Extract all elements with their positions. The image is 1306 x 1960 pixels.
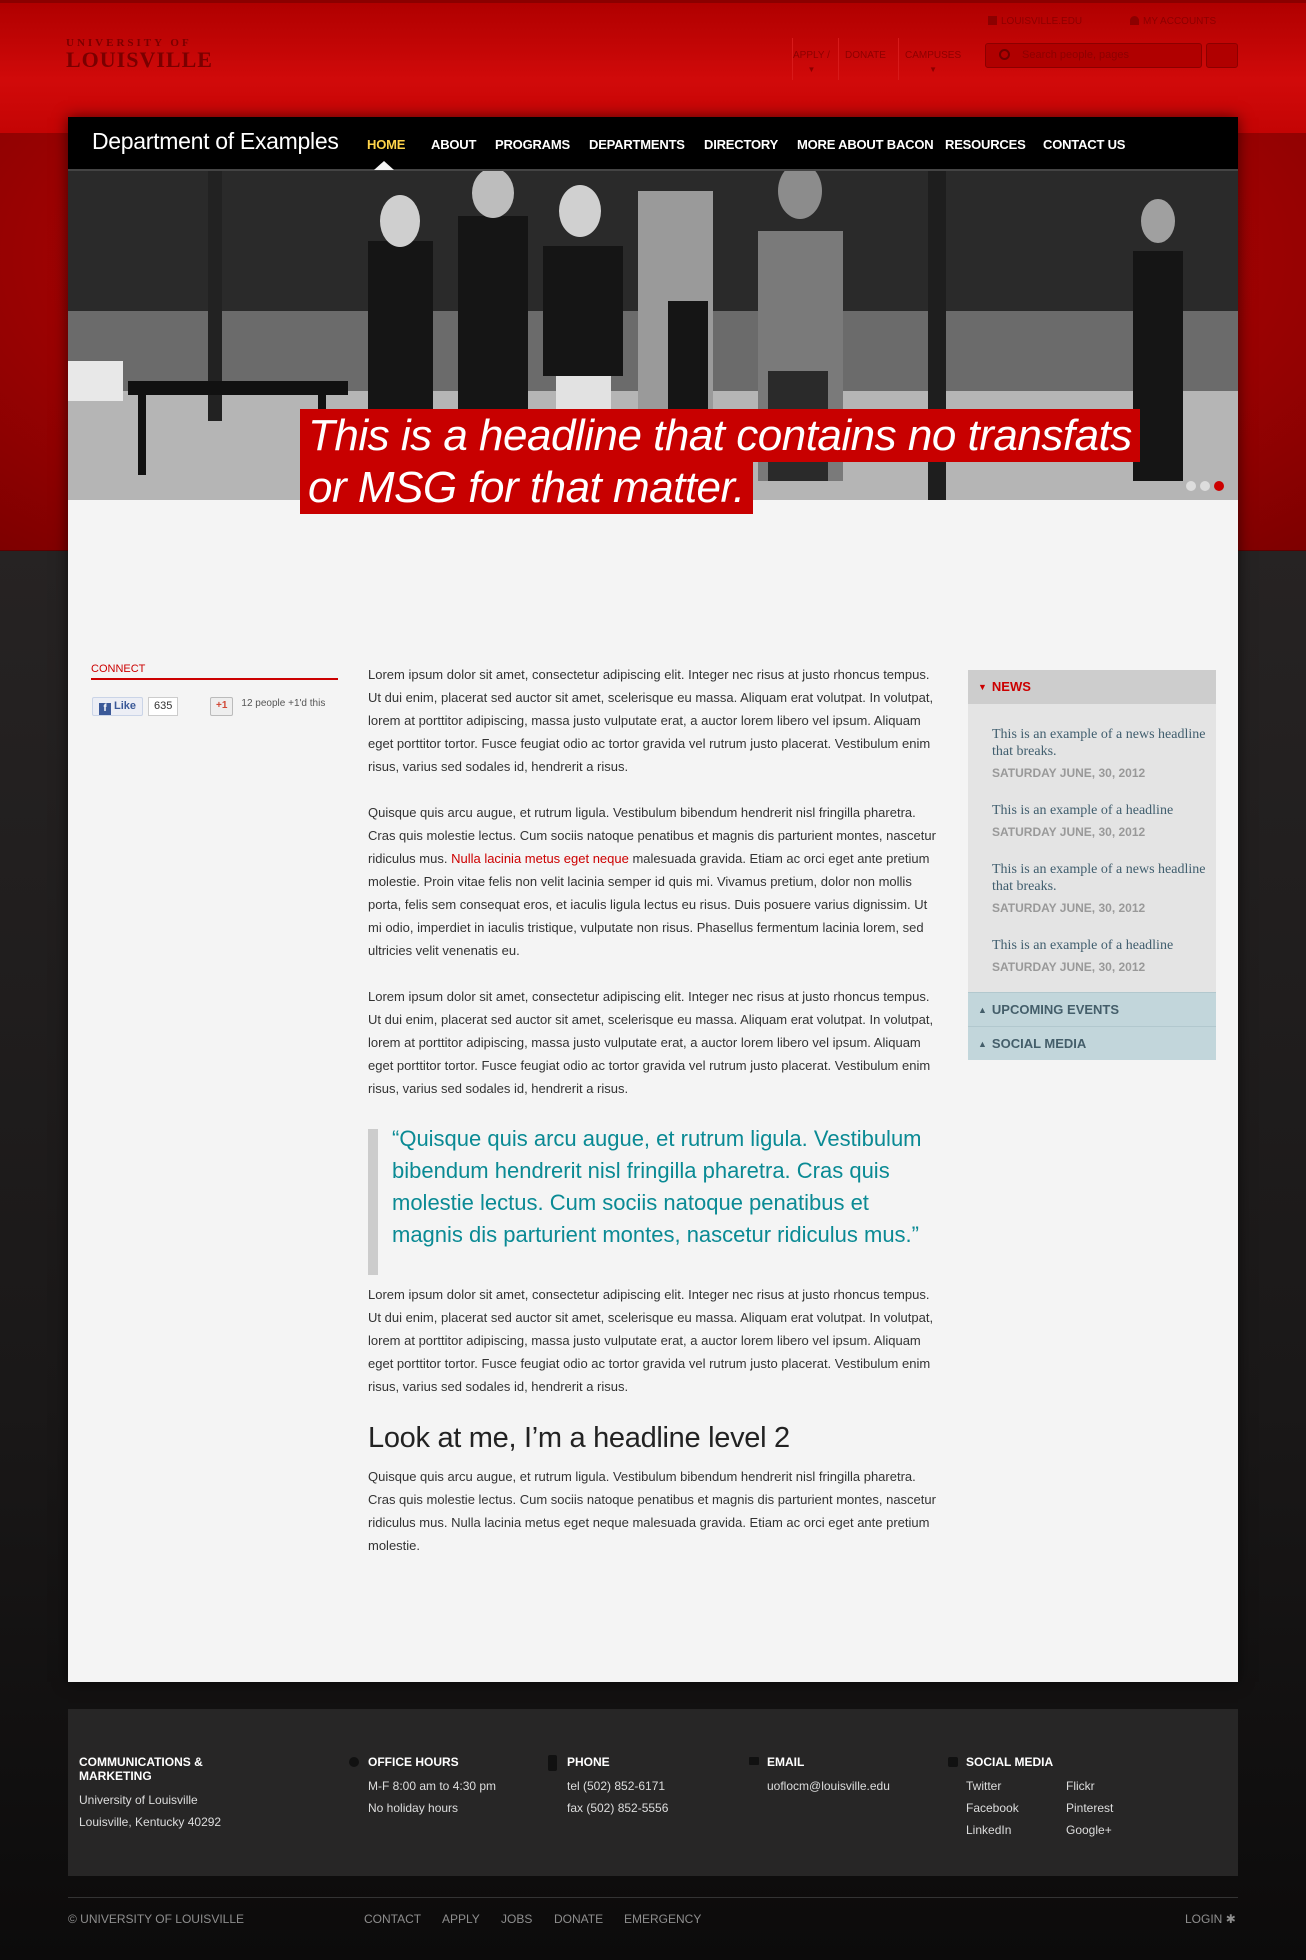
- footer-org-line: Louisville, Kentucky 40292: [79, 1815, 222, 1829]
- google-plus-label: +1: [216, 700, 228, 711]
- chevron-down-icon: ▼: [978, 682, 987, 692]
- donate-label: DONATE: [845, 50, 886, 61]
- headline-text: This is a headline that contains no transfats or MSG for that matter.: [300, 409, 1140, 514]
- footer-social-linkedin[interactable]: LinkedIn: [966, 1823, 1012, 1837]
- my-accounts-link[interactable]: [1130, 16, 1216, 27]
- news-date: SATURDAY JUNE, 30, 2012: [992, 825, 1146, 839]
- news-item[interactable]: [992, 937, 1206, 974]
- university-logo[interactable]: [66, 38, 213, 71]
- louisville-edu-label: LOUISVILLE.EDU: [1001, 16, 1083, 27]
- footer-hours-column: [368, 1755, 496, 1819]
- pull-quote: “Quisque quis arcu augue, et rutrum ligula. Vestibulum bibendum hendrerit nisl fringilla pharetra. Cras quis molestie lectus. Cum sociis natoque penatibus et magnis dis parturient montes, nascetur ridiculus mus.”: [368, 1123, 938, 1251]
- quicklink-divider: [898, 38, 899, 80]
- footer-org-title: COMMUNICATIONS & MARKETING: [79, 1755, 203, 1783]
- bottom-link-jobs[interactable]: JOBS: [501, 1912, 533, 1926]
- article-body: [368, 663, 938, 1580]
- news-date: SATURDAY JUNE, 30, 2012: [992, 901, 1146, 915]
- footer-social-pinterest[interactable]: Pinterest: [1066, 1801, 1114, 1815]
- footer-email-column: [767, 1755, 890, 1797]
- phone-icon: [548, 1755, 557, 1771]
- article-paragraph: [368, 801, 938, 962]
- apply-quicklink[interactable]: APPLY / ▼: [793, 50, 830, 74]
- gear-icon: ✱: [1225, 1912, 1236, 1926]
- logo-line1: UNIVERSITY OF: [66, 37, 192, 49]
- louisville-edu-link[interactable]: [988, 16, 1082, 27]
- apply-label: APPLY: [793, 50, 825, 61]
- clock-icon: [349, 1757, 359, 1767]
- slideshow-pager: [1182, 478, 1224, 496]
- footer-contact-panel: [68, 1709, 1238, 1876]
- chevron-down-icon: ▼: [807, 65, 816, 74]
- copyright: © UNIVERSITY OF LOUISVILLE: [68, 1912, 245, 1926]
- my-accounts-label: MY ACCOUNTS: [1143, 16, 1217, 27]
- footer-social-column: [966, 1755, 1166, 1841]
- news-date: SATURDAY JUNE, 30, 2012: [992, 960, 1146, 974]
- article-paragraph: Quisque quis arcu augue, et rutrum ligula. Vestibulum bibendum hendrerit nisl fringilla pharetra. Cras quis molestie lectus. Cum sociis natoque penatibus et magnis dis parturient montes, nascetur ridiculus mus. Nulla lacinia metus eget neque malesuada gravida. Etiam ac orci eget ante pretium molestie.: [368, 1469, 936, 1553]
- footer-email-title: EMAIL: [767, 1755, 805, 1769]
- connect-divider: [91, 678, 338, 680]
- facebook-like-button[interactable]: [92, 697, 143, 716]
- nav-departments[interactable]: DEPARTMENTS: [589, 137, 685, 152]
- news-item[interactable]: [992, 861, 1206, 915]
- search-button[interactable]: [1206, 43, 1238, 68]
- headline-level-2: Look at me, I’m a headline level 2: [368, 1422, 790, 1454]
- page-headline: [300, 410, 1150, 514]
- news-title[interactable]: This is an example of a news headline that breaks.: [992, 727, 1206, 759]
- user-icon: [1130, 16, 1139, 25]
- campuses-dropdown[interactable]: [905, 50, 961, 74]
- social-media-label: SOCIAL MEDIA: [991, 1036, 1087, 1051]
- quicklink-divider: [838, 38, 839, 80]
- footer-social-flickr[interactable]: Flickr: [1066, 1779, 1095, 1793]
- news-label: NEWS: [991, 679, 1031, 694]
- footer-org-column: [79, 1755, 259, 1833]
- google-plus-count-text: 12 people +1'd this: [241, 698, 326, 709]
- nav-contact-us[interactable]: CONTACT US: [1043, 137, 1126, 152]
- department-navbar: [68, 117, 1238, 171]
- chat-bubble-icon: [948, 1757, 958, 1767]
- news-date: SATURDAY JUNE, 30, 2012: [992, 766, 1146, 780]
- bottom-link-apply[interactable]: APPLY: [442, 1912, 480, 1926]
- login-link[interactable]: [1185, 1912, 1236, 1926]
- search-placeholder: Search people, pages: [1022, 49, 1130, 61]
- footer-social-googleplus[interactable]: Google+: [1066, 1823, 1112, 1837]
- slide-dot-1[interactable]: [1186, 481, 1196, 491]
- paragraph-text: Quisque quis arcu augue, et rutrum ligula. Vestibulum bibendum hendrerit nisl fringilla pharetra. Cras quis molestie lectus. Cum sociis natoque penatibus et magnis dis parturient montes, nascetur ridiculus mus.: [368, 805, 936, 866]
- facebook-icon: f: [99, 703, 111, 715]
- paragraph-text: malesuada gravida. Etiam ac orci eget ante pretium molestie. Proin vitae felis non velit lacinia semper id quis mi. Vivamus pretium, dolor non mollis porta, felis sem consequat eros, et iaculis ligula lectus eu risus. Duis posuere varius dignissim. Ut mi odio, imperdiet in iaculis tristique, vulputate non risus. Phasellus fermentum lacinia lorem, sed ultricies velit venenatis eu.: [368, 851, 930, 958]
- news-title[interactable]: This is an example of a headline: [992, 938, 1174, 953]
- article-paragraph: Lorem ipsum dolor sit amet, consectetur adipiscing elit. Integer nec risus at justo rhoncus tempus. Ut dui enim, placerat sed auctor sit amet, scelerisque eu massa. Aliquam erat volutpat. In volutpat, lorem at porttitor adipiscing, massa justo vulputate erat, a auctor lorem libero vel ipsum. Aliquam eget porttitor tortor. Fusce feugiat odio ac tortor gravida vel rutrum justo placerat. Vestibulum enim risus, varius sed sodales id, hendrerit a risus.: [368, 989, 934, 1096]
- upcoming-events-accordion-header[interactable]: [968, 992, 1216, 1026]
- news-accordion-header[interactable]: [968, 670, 1216, 704]
- footer-phone-fax: fax (502) 852-5556: [567, 1801, 669, 1815]
- nav-programs[interactable]: PROGRAMS: [495, 137, 570, 152]
- sidebar-accordion: [968, 670, 1216, 1060]
- nav-about[interactable]: ABOUT: [431, 137, 477, 152]
- bottom-link-contact[interactable]: CONTACT: [364, 1912, 422, 1926]
- bottom-link-donate[interactable]: DONATE: [554, 1912, 604, 1926]
- campuses-label: CAMPUSES: [905, 50, 962, 61]
- footer-social-twitter[interactable]: Twitter: [966, 1779, 1002, 1793]
- nav-resources[interactable]: RESOURCES: [945, 137, 1026, 152]
- chevron-up-icon: ▲: [978, 1039, 987, 1049]
- article-paragraph: Lorem ipsum dolor sit amet, consectetur adipiscing elit. Integer nec risus at justo rhoncus tempus. Ut dui enim, placerat sed auctor sit amet, scelerisque eu massa. Aliquam erat volutpat. In volutpat, lorem at porttitor adipiscing, massa justo vulputate erat, a auctor lorem libero vel ipsum. Aliquam eget porttitor tortor. Fusce feugiat odio ac tortor gravida vel rutrum justo placerat. Vestibulum enim risus, varius sed sodales id, hendrerit a risus.: [368, 667, 934, 774]
- logo-line2: LOUISVILLE: [66, 47, 213, 72]
- facebook-like-widget[interactable]: [92, 697, 178, 716]
- news-item[interactable]: [992, 802, 1206, 839]
- nav-more-about-bacon[interactable]: MORE ABOUT BACON: [797, 137, 934, 152]
- footer-phone-column: [567, 1755, 668, 1819]
- nav-home[interactable]: HOME: [367, 137, 406, 152]
- footer-phone-title: PHONE: [567, 1755, 610, 1769]
- nav-directory[interactable]: DIRECTORY: [704, 137, 779, 152]
- upcoming-events-label: UPCOMING EVENTS: [991, 1002, 1120, 1017]
- news-title[interactable]: This is an example of a headline: [992, 803, 1174, 818]
- slide-dot-2[interactable]: [1200, 481, 1210, 491]
- home-icon: [988, 16, 997, 25]
- email-icon: [749, 1757, 759, 1765]
- footer-hours-line: M-F 8:00 am to 4:30 pm: [368, 1779, 497, 1793]
- google-plus-button[interactable]: [210, 697, 233, 716]
- active-nav-pointer: [374, 161, 394, 170]
- news-list: [968, 704, 1216, 992]
- login-label: LOGIN: [1185, 1912, 1223, 1926]
- google-plus-widget[interactable]: [210, 697, 325, 716]
- department-title[interactable]: Department of Examples: [92, 128, 339, 154]
- footer-social-title: SOCIAL MEDIA: [966, 1755, 1054, 1769]
- footer-email-link[interactable]: uoflocm@louisville.edu: [767, 1779, 890, 1793]
- footer-hours-title: OFFICE HOURS: [368, 1755, 459, 1769]
- connect-label: CONNECT: [91, 663, 146, 675]
- bottom-divider: [68, 1897, 1238, 1898]
- footer-hours-line: No holiday hours: [368, 1801, 459, 1815]
- article-paragraph: Lorem ipsum dolor sit amet, consectetur adipiscing elit. Integer nec risus at justo rhoncus tempus. Ut dui enim, placerat sed auctor sit amet, scelerisque eu massa. Aliquam erat volutpat. In volutpat, lorem at porttitor adipiscing, massa justo vulputate erat, a auctor lorem libero vel ipsum. Aliquam eget porttitor tortor. Fusce feugiat odio ac tortor gravida vel rutrum justo placerat. Vestibulum enim risus, varius sed sodales id, hendrerit a risus.: [368, 1287, 934, 1394]
- search-icon: [999, 49, 1010, 60]
- chevron-down-icon: ▼: [929, 65, 938, 74]
- footer-social-facebook[interactable]: Facebook: [966, 1801, 1019, 1815]
- footer-org-line: University of Louisville: [79, 1793, 198, 1807]
- news-title[interactable]: This is an example of a news headline that breaks.: [992, 862, 1206, 894]
- inline-link[interactable]: Nulla lacinia metus eget neque: [451, 851, 629, 866]
- facebook-like-count: 635: [148, 697, 178, 716]
- social-media-accordion-header[interactable]: [968, 1026, 1216, 1060]
- search-input[interactable]: [985, 43, 1202, 68]
- footer-phone-tel[interactable]: tel (502) 852-6171: [567, 1779, 666, 1793]
- news-item[interactable]: [992, 726, 1206, 780]
- bottom-link-emergency[interactable]: EMERGENCY: [624, 1912, 702, 1926]
- chevron-up-icon: ▲: [978, 1005, 987, 1015]
- donate-quicklink[interactable]: [845, 50, 886, 61]
- facebook-like-label: Like: [114, 700, 137, 712]
- slide-dot-3[interactable]: [1214, 481, 1224, 491]
